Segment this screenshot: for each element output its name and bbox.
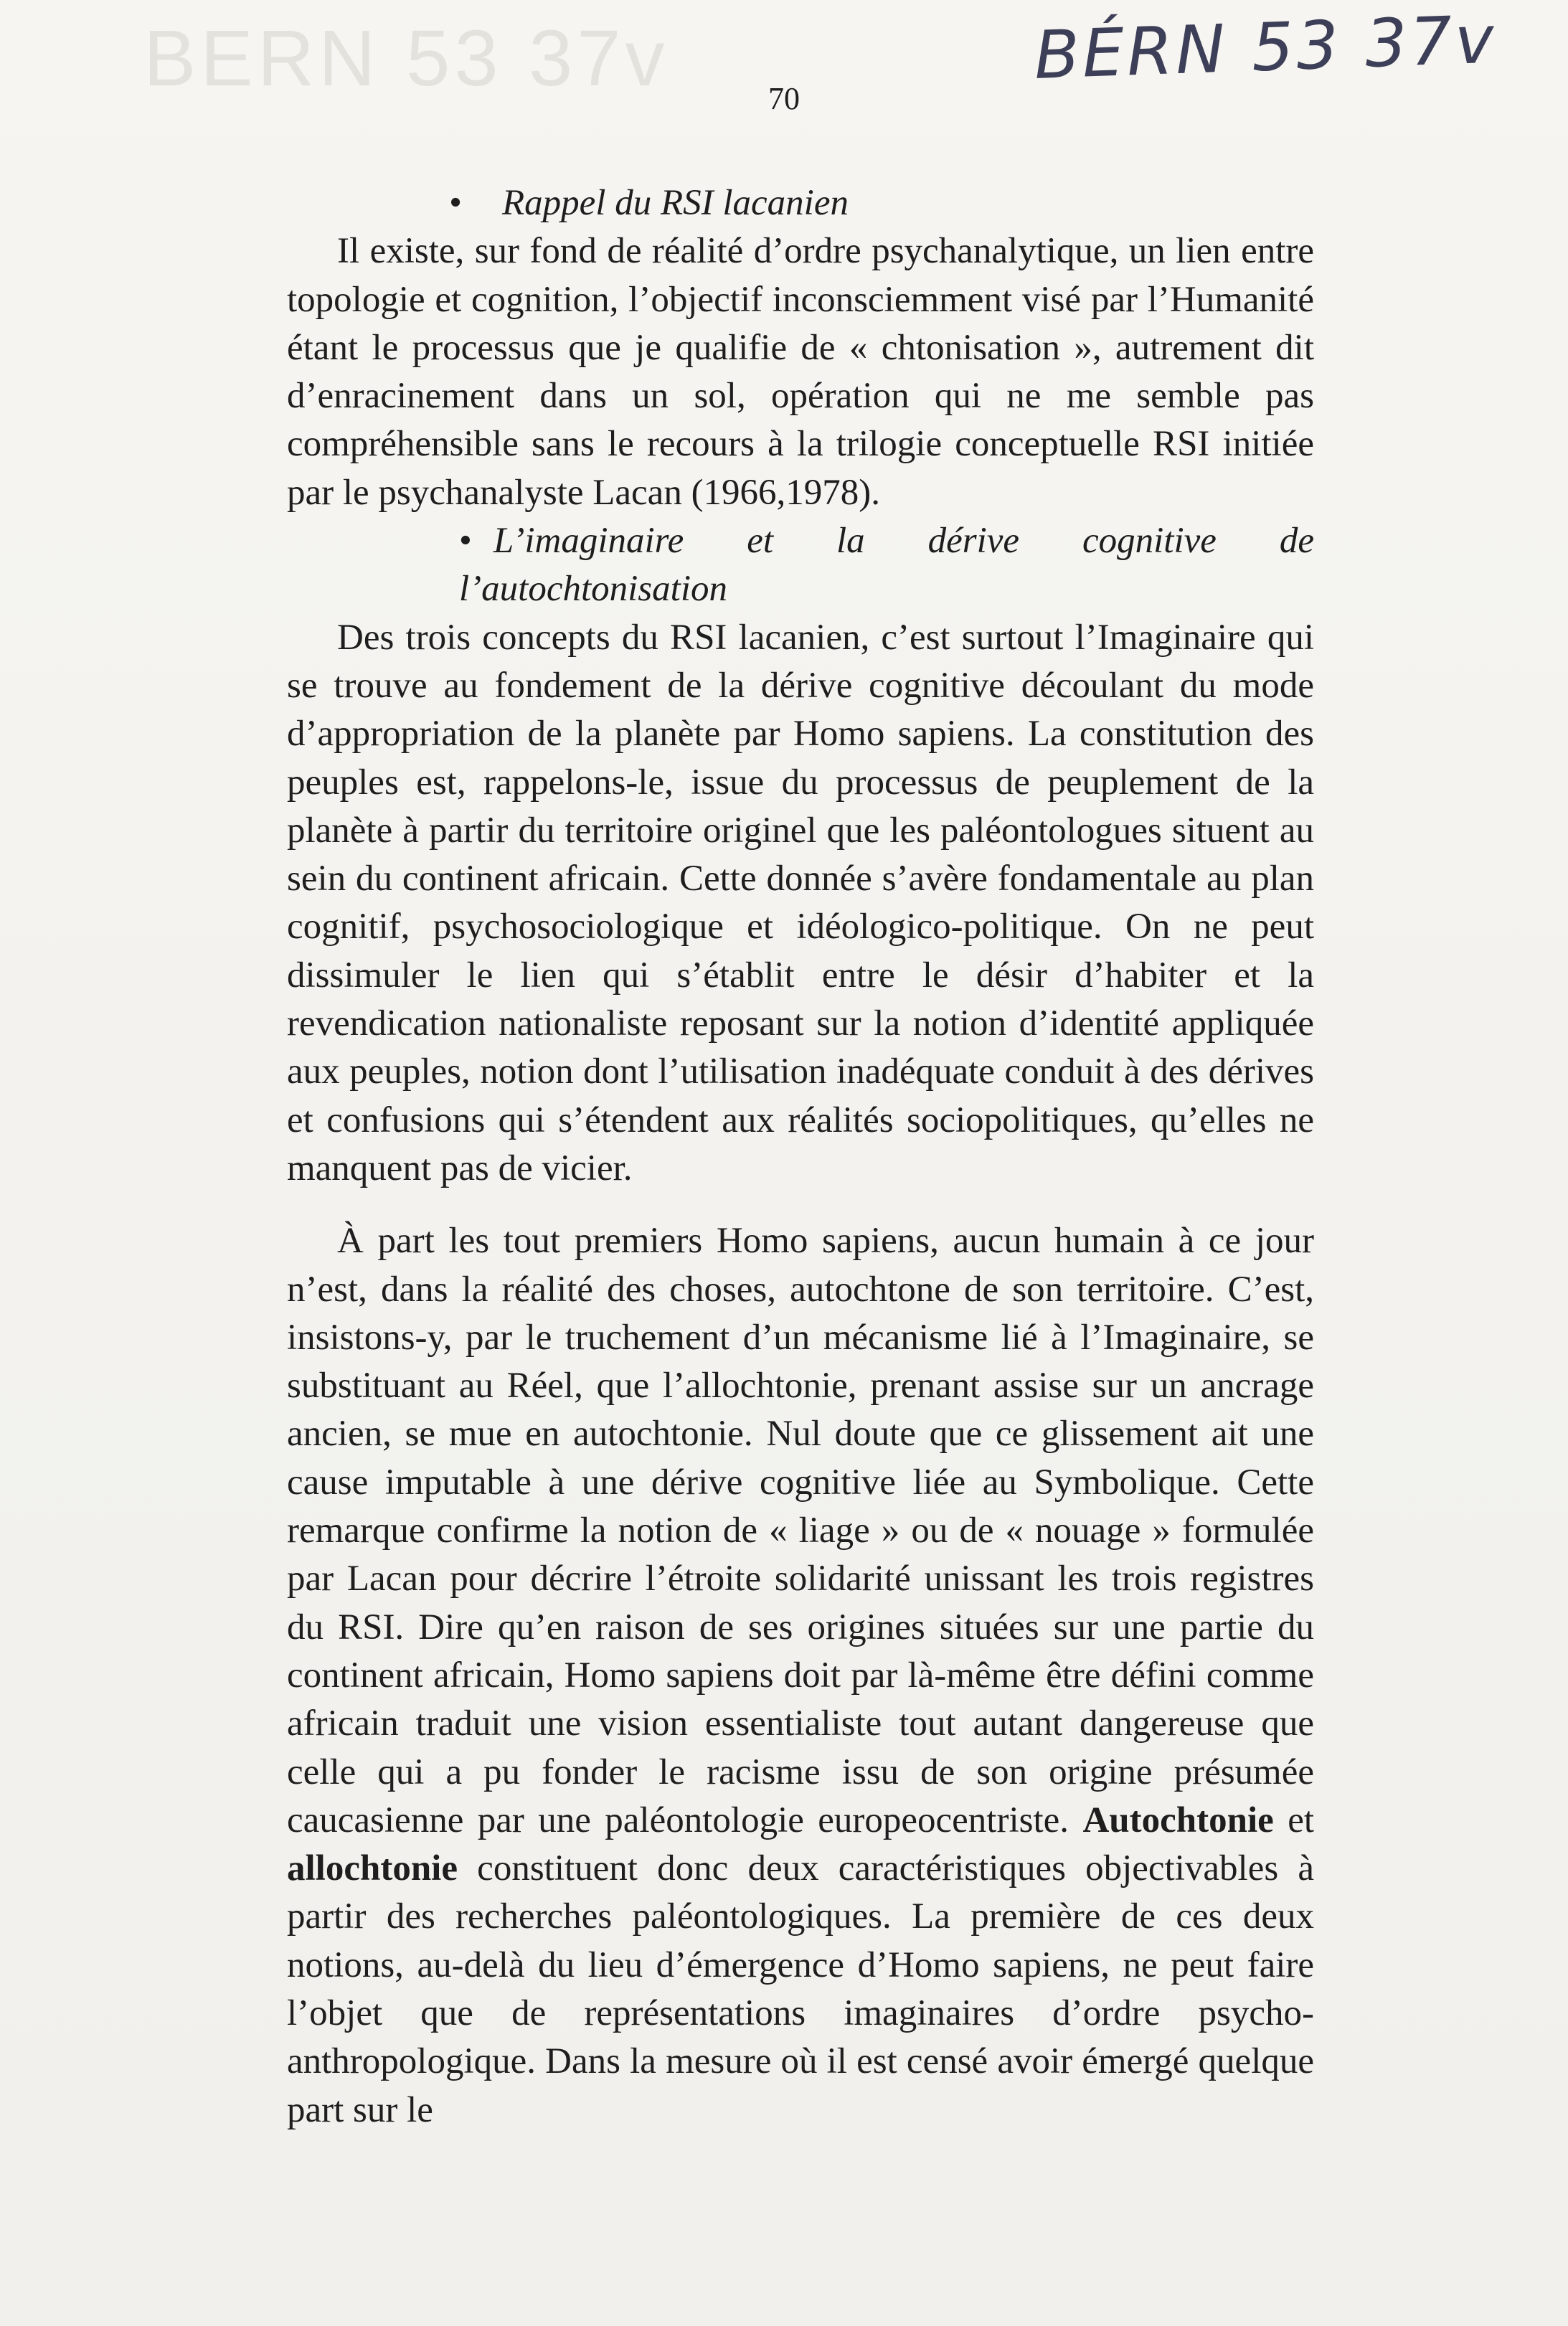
bullet-icon: • — [449, 183, 462, 223]
paragraph: Des trois concepts du RSI lacanien, c’est surtout l’Imaginaire qui se trouve au fondement de la dérive cognitive découlant du mode d’appropriation de la planète par Homo sapiens. La constitution des peuples est, rappelons-le, issue du processus de peuplement de la planète à partir du territoire originel que les paléontologues situent au sein du continent africain. Cette donnée s’avère fondamentale au plan cognitif, psychosociologique et idéologico-politique. On ne peut dissimuler le lien qui s’établit entre le désir d’habiter et la revendication nationaliste reposant sur la notion d’identité appliquée aux peuples, notion dont l’utilisation inadéquate conduit à des dérives et confusions qui s’étendent aux réalités sociopolitiques, qu’elles ne manquent pas de vicier. — [287, 617, 1314, 1188]
bullet-icon: • — [459, 521, 472, 562]
paragraph-text: constituent donc deux caractéristiques objectivables à partir des recherches paléontologiques. La première de ces deux notions, au-delà du lieu d’émergence d’Homo sapiens, ne peut faire l’objet que de représentations imaginaires d’ordre psycho-anthropologique. Dans la mesure où il est censé avoir émergé quelque part sur le — [287, 1848, 1314, 2130]
body-text — [287, 179, 1314, 2134]
section-heading-rsi — [287, 179, 1314, 227]
page-number: 70 — [768, 81, 800, 116]
section-heading-imaginaire — [287, 517, 1314, 565]
archive-folio-mark: BÉRN 53 37v — [1033, 1, 1498, 94]
paragraph: Il existe, sur fond de réalité d’ordre psychanalytique, un lien entre topologie et cognition, l’objectif inconsciemment visé par l’Humanité étant le processus que je qualifie de « chtonisation », autrement dit d’enracinement dans un sol, opération qui ne me semble pas compréhensible sans le recours à la trilogie conceptuelle RSI initiée par le psychanalyste Lacan (1966,1978). — [287, 231, 1314, 513]
paragraph-text: À part les tout premiers Homo sapiens, aucun humain à ce jour n’est, dans la réalité des choses, autochtone de son territoire. C’est, insistons-y, par le truchement d’un mécanisme lié à l’Imaginaire, se substituant au Réel, que l’allochtonie, prenant assise sur un ancrage ancien, se mue en autochtonie. Nul doute que ce glissement ait une cause imputable à une dérive cognitive liée au Symbolique. Cette remarque confirme la notion de « liage » ou de « nouage » formulée par Lacan pour décrire l’étroite solidarité unissant les trois registres du RSI. Dire qu’en raison de ses origines situées sur une partie du continent africain, Homo sapiens doit par là-même être défini comme africain traduit une vision essentialiste tout autant dangereuse que celle qui a pu fonder le racisme issu de son origine présumée caucasienne par une paléontologie europeocentriste. — [287, 1221, 1314, 1840]
section-title: Rappel du RSI lacanien — [502, 183, 849, 223]
bleed-through-mark: BERN 53 37v — [143, 14, 669, 103]
bold-term: Autochtonie — [1082, 1800, 1274, 1840]
section-title-line1: L’imaginaire et la dérive cognitive de — [493, 521, 1314, 562]
section-title-line2: l’autochtonisation — [459, 569, 727, 610]
bold-term: allochtonie — [287, 1848, 458, 1889]
conjunction: et — [1273, 1800, 1315, 1840]
paragraph — [287, 1217, 1314, 2134]
